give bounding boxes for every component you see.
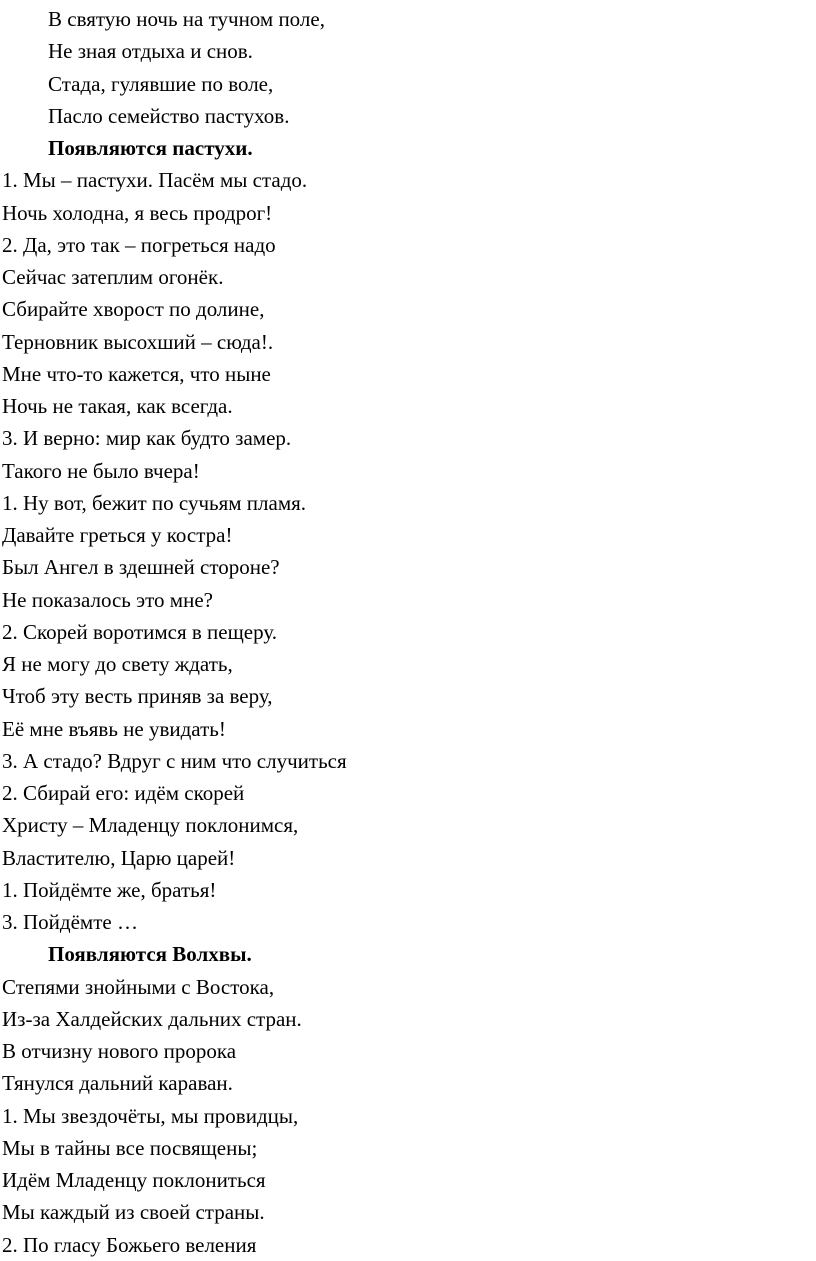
- text-line: Пасло семейство пастухов.: [48, 103, 290, 128]
- text-line: 3. И верно: мир как будто замер.: [2, 426, 292, 451]
- text-line: В отчизну нового пророка: [2, 1039, 237, 1063]
- text-line: Чтоб эту весть приняв за веру,: [2, 684, 273, 709]
- text-line: Из-за Халдейских дальних стран.: [2, 1006, 302, 1031]
- text-line: Ночь не такая, как всегда.: [2, 394, 233, 418]
- text-line: Идём Младенцу поклониться: [2, 1168, 266, 1192]
- text-line: Степями знойными с Востока,: [2, 974, 275, 999]
- text-line: Стада, гулявшие по воле,: [48, 71, 274, 96]
- text-line: 2. Скорей воротимся в пещеру.: [2, 619, 277, 644]
- text-line: Давайте греться у костра!: [2, 523, 233, 547]
- text-line: Такого не было вчера!: [2, 458, 200, 483]
- text-line: Её мне въявь не увидать!: [2, 716, 226, 741]
- text-line: Не зная отдыха и снов.: [48, 39, 253, 64]
- text-line: Терновник высохший – сюда!.: [2, 329, 274, 354]
- text-line: Властителю, Царю царей!: [2, 845, 236, 870]
- text-line: Сейчас затеплим огонёк.: [2, 265, 224, 289]
- text-line: Мы в тайны все посвящены;: [2, 1135, 258, 1160]
- text-line: Был Ангел в здешней стороне?: [2, 555, 280, 580]
- text-line: 2. Да, это так – погреться надо: [2, 232, 276, 257]
- text-line: 1. Мы звездочёты, мы провидцы,: [2, 1103, 299, 1128]
- text-line: Я не могу до свету ждать,: [2, 652, 233, 676]
- text-line: Мы каждый из своей страны.: [2, 1200, 265, 1225]
- text-line: Ночь холодна, я весь продрог!: [2, 200, 273, 225]
- section-heading: Появляются Волхвы.: [48, 942, 252, 967]
- text-line: 3. Пойдёмте …: [2, 910, 138, 934]
- text-line: Тянулся дальний караван.: [2, 1071, 233, 1096]
- text-line: Мне что-то кажется, что ныне: [2, 361, 271, 386]
- text-line: 3. А стадо? Вдруг с ним что случиться: [2, 748, 347, 773]
- section-heading: Появляются пастухи.: [48, 136, 253, 160]
- text-line: 2. По гласу Божьего веления: [2, 1232, 257, 1257]
- text-line: 1. Пойдёмте же, братья!: [2, 877, 217, 902]
- text-line: Сбирайте хворост по долине,: [2, 297, 265, 322]
- text-line: В святую ночь на тучном поле,: [48, 7, 325, 31]
- text-line: 1. Ну вот, бежит по сучьям пламя.: [2, 490, 307, 515]
- text-line: Христу – Младенцу поклонимся,: [2, 813, 299, 838]
- text-line: Не показалось это мне?: [2, 587, 213, 612]
- text-line: 2. Сбирай его: идём скорей: [2, 781, 245, 805]
- text-line: 1. Мы – пастухи. Пасём мы стадо.: [2, 168, 308, 193]
